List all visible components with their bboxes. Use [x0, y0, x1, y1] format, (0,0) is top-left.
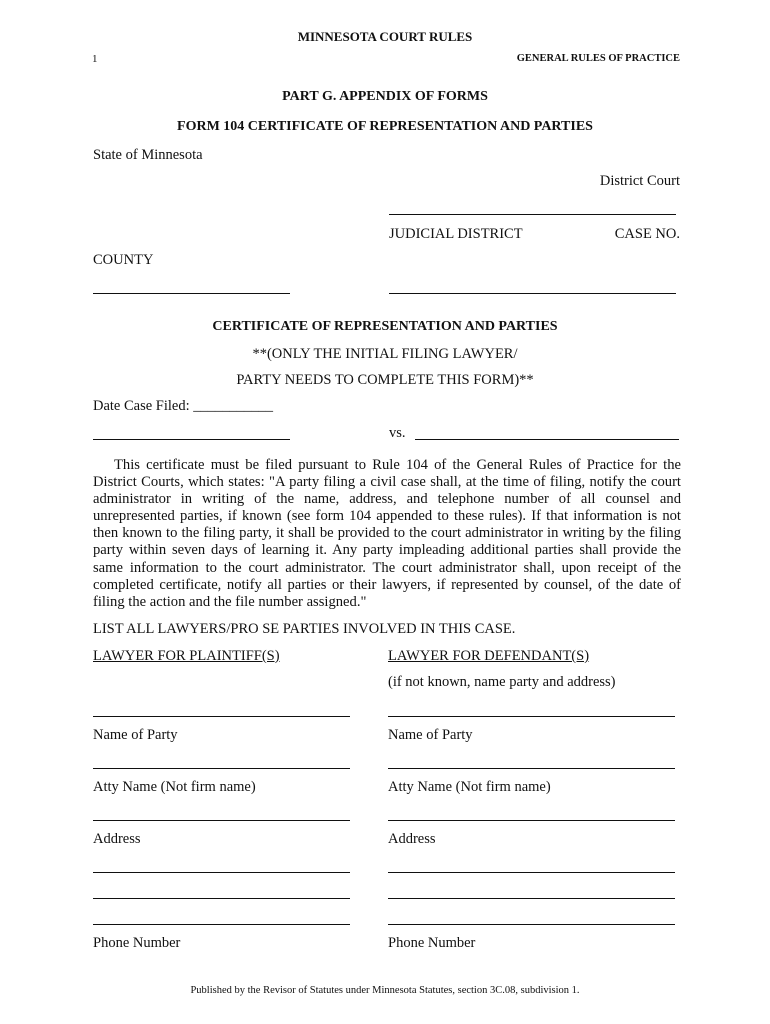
defendant-atty-name-label: Atty Name (Not firm name): [388, 779, 551, 795]
plaintiff-heading: LAWYER FOR PLAINTIFF(S): [93, 648, 280, 664]
defendant-address-label: Address: [388, 831, 436, 847]
part-heading: PART G. APPENDIX OF FORMS: [282, 89, 488, 104]
date-case-filed-label: Date Case Filed: ___________: [93, 398, 274, 414]
list-heading: LIST ALL LAWYERS/PRO SE PARTIES INVOLVED IN THIS CASE.: [93, 621, 516, 637]
plaintiff-party-line[interactable]: [93, 716, 350, 717]
plaintiff-address-line-2[interactable]: [93, 872, 350, 873]
plaintiff-address-line-3[interactable]: [93, 898, 350, 899]
state-label: State of Minnesota: [93, 147, 203, 163]
defendant-address-line-3[interactable]: [388, 898, 675, 899]
defendant-address-line-2[interactable]: [388, 872, 675, 873]
plaintiff-phone-line[interactable]: [93, 924, 350, 925]
defendant-party-line[interactable]: [388, 716, 675, 717]
court-label: District Court: [599, 173, 680, 189]
defendant-caption-line[interactable]: [415, 439, 679, 440]
case-no-label: CASE NO.: [614, 226, 680, 242]
county-label: COUNTY: [93, 252, 154, 268]
plaintiff-address-line[interactable]: [93, 820, 350, 821]
judicial-district-line[interactable]: [389, 214, 676, 215]
plaintiff-atty-name-label: Atty Name (Not firm name): [93, 779, 256, 795]
vs-label: vs.: [389, 425, 406, 441]
case-no-line[interactable]: [389, 293, 676, 294]
plaintiff-phone-label: Phone Number: [93, 935, 181, 951]
running-header-section: GENERAL RULES OF PRACTICE: [516, 53, 680, 64]
defendant-note: (if not known, name party and address): [388, 674, 616, 690]
plaintiff-name-of-party-label: Name of Party: [93, 727, 178, 743]
plaintiff-atty-line[interactable]: [93, 768, 350, 769]
judicial-district-label: JUDICIAL DISTRICT: [389, 226, 523, 242]
plaintiff-address-label: Address: [93, 831, 141, 847]
certificate-note-line1: **(ONLY THE INITIAL FILING LAWYER/: [252, 346, 518, 362]
defendant-address-line[interactable]: [388, 820, 675, 821]
running-header-title: MINNESOTA COURT RULES: [297, 29, 473, 44]
plaintiff-caption-line[interactable]: [93, 439, 290, 440]
certificate-note-line2: PARTY NEEDS TO COMPLETE THIS FORM)**: [236, 372, 534, 388]
defendant-phone-line[interactable]: [388, 924, 675, 925]
publication-footer: Published by the Revisor of Statutes under Minnesota Statutes, section 3C.08, subdivision 1.: [190, 985, 580, 996]
defendant-phone-label: Phone Number: [388, 935, 476, 951]
form-heading: FORM 104 CERTIFICATE OF REPRESENTATION AND PARTIES: [177, 119, 593, 134]
county-line[interactable]: [93, 293, 290, 294]
defendant-heading: LAWYER FOR DEFENDANT(S): [388, 648, 590, 664]
rule-104-paragraph: This certificate must be filed pursuant to Rule 104 of the General Rules of Practice for the District Courts, which states: "A party filing a civil case shall, at the time of filing, notify the court administrator in writing of the name, address, and telephone number of all counsel and unrepresented parties, if known (see form 104 appended to these rules). If that information is not then known to the filing party, it shall be provided to the court administrator in writing by the filing party within seven days of learning it. Any party impleading additional parties shall provide the same information to the court administrator. The court administrator shall, upon receipt of the completed certificate, notify all parties or their lawyers, if represented by counsel, of the date of filing the action and the file number assigned.": [93, 457, 681, 610]
page-number: 1: [92, 53, 98, 65]
certificate-title: CERTIFICATE OF REPRESENTATION AND PARTIES: [212, 319, 558, 334]
defendant-name-of-party-label: Name of Party: [388, 727, 473, 743]
defendant-atty-line[interactable]: [388, 768, 675, 769]
